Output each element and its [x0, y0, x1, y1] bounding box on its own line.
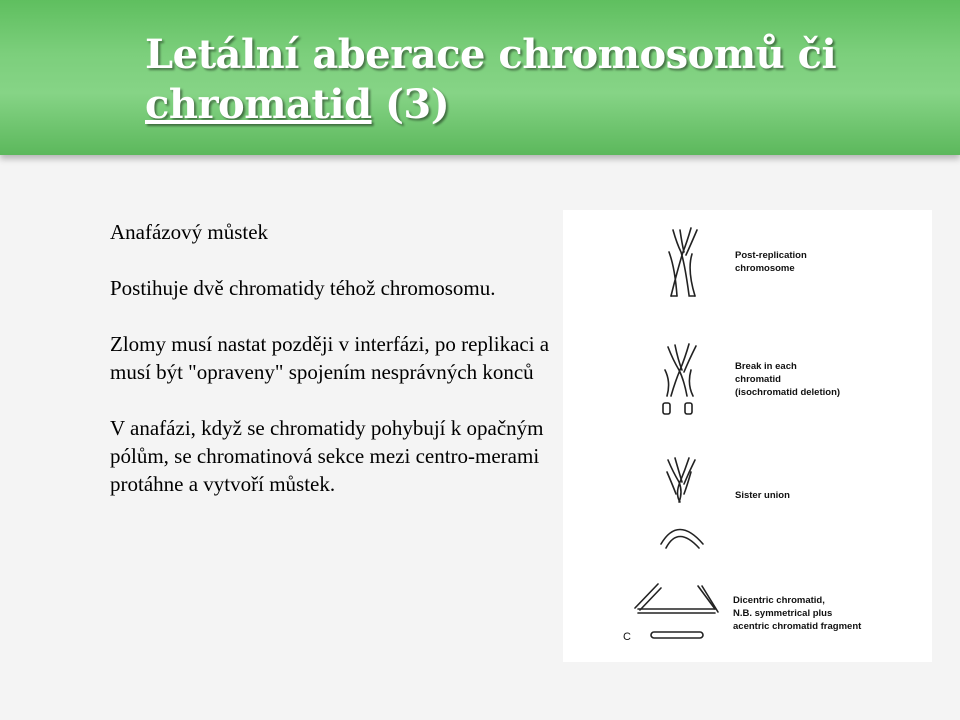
title-link-chromatid[interactable]: chromatid	[145, 81, 372, 128]
panel-label: C	[623, 631, 631, 643]
caption: acentric chromatid fragment	[733, 621, 862, 632]
caption: Dicentric chromatid,	[733, 595, 825, 606]
diagram-svg	[563, 210, 932, 662]
title-line-2-rest: (3)	[371, 81, 450, 128]
sister-union-icon	[661, 458, 703, 548]
bullet-list	[110, 218, 550, 526]
chromosome-diagram	[563, 210, 932, 662]
bullet-item: Postihuje dvě chromatidy téhož chromosomu.	[110, 276, 496, 300]
bullet-item: Zlomy musí nastat později v interfázi, po replikaci a musí být "opraveny" spojením nesprávných konců	[110, 332, 550, 384]
chromosome-icon	[669, 228, 697, 296]
caption: chromatid	[735, 374, 781, 385]
slide-title	[145, 30, 925, 130]
title-line-1: Letální aberace chromosomů či	[145, 31, 837, 78]
caption: Break in each	[735, 361, 797, 372]
dicentric-bridge-icon	[635, 584, 718, 638]
bullet-item: Anafázový můstek	[110, 220, 269, 244]
caption: Sister union	[735, 490, 790, 501]
broken-chromosome-icon	[663, 344, 696, 414]
bullet-item: V anafázi, když se chromatidy pohybují k opačným pólům, se chromatinová sekce mezi centro-merami protáhne a vytvoří můstek.	[110, 416, 544, 496]
caption: N.B. symmetrical plus	[733, 608, 833, 619]
caption: Post-replication	[735, 250, 807, 261]
caption: (isochromatid deletion)	[735, 387, 841, 398]
title-banner	[0, 0, 960, 155]
caption: chromosome	[735, 263, 795, 274]
